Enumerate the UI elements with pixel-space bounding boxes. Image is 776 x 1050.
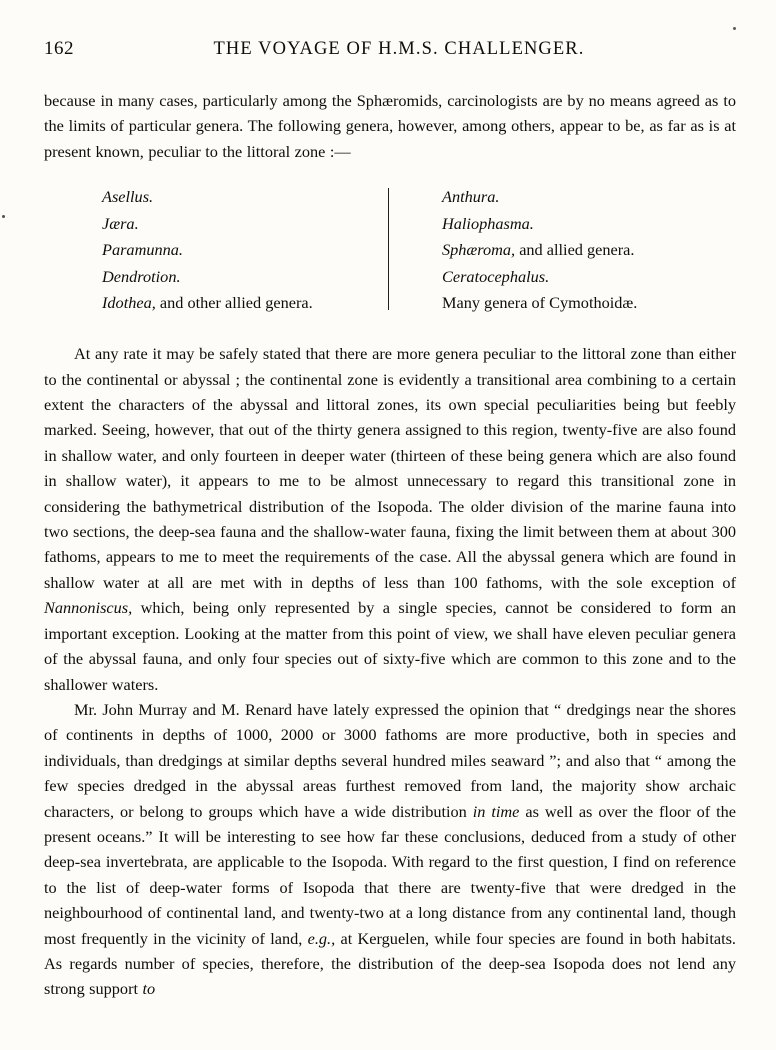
genus-name: Paramunna. [102,240,183,260]
list-item [102,184,382,211]
genus-name: Dendrotion. [102,266,181,286]
paragraph-text-part: which, being only represented by a single species, cannot be considered to form an important exception. Looking at the matter from this point of view, we shall have eleven peculiar genera of the abyssal fauna, and only four species out of sixty-five which are common to this zone and to the shallower waters. [44,598,736,694]
paragraph-opening: because in many cases, particularly among the Sphæromids, carcinologists are by no means agreed as to the limits of particular genera. The following genera, however, among others, appear to be, as far as is at present known, peculiar to the littoral zone :— [44,91,736,161]
paragraph-murray-renard [44,697,736,1002]
list-item [102,264,382,291]
page-number: 162 [44,38,74,59]
genus-qualifier: Many genera of Cymothoidæ. [442,293,638,313]
catchword: to [142,979,156,999]
genus-name: Sphæroma, [442,240,516,260]
genus-qualifier: and allied genera. [515,240,635,260]
genus-name: Jæra. [102,213,139,233]
paragraph-text-part: At any rate it may be safely stated that there are more genera peculiar to the littoral zone than either to the continental or abyssal ; the continental zone is evidently a transitional area combining to a certain extent the characters of the abyssal and littoral zones, its own special peculiarities being but feebly marked. Seeing, however, that out of the thirty genera assigned to this region, twenty-five are also found in shallow water, and only fourteen in deeper water (thirteen of these being genera which are also found in shallow water), it appears to me to be almost unnecessary to regard this transitional zone in considering the bathymetrical distribution of the Isopoda. The older division of the marine fauna into two sections, the deep-sea fauna and the shallow-water fauna, fixing the limit between them at about 300 fathoms, appears to me to meet the requirements of the case. All the abyssal genera which are found in shallow water at all are met with in depths of less than 100 fathoms, with the sole exception of [44,344,736,592]
running-head-title: THE VOYAGE OF H.M.S. CHALLENGER. [213,39,585,59]
paragraph-text-part: Mr. John Murray and M. Renard have lately expressed the opinion that “ dredgings near the shores of continents in depths of 1000, 2000 or 3000 fathoms are more productive, both in species and individuals, than dredgings at similar depths several hundred miles seaward ”; and also that “ among the few species dredged in the abyssal areas furthest removed from land, the majority show archaic characters, or belong to groups which have a wide distribution [44,699,736,821]
genus-name: Asellus. [102,187,154,207]
list-item [442,237,742,264]
genus-name: Haliophasma. [442,213,534,233]
genus-name-nannoniscus: Nannoniscus, [44,598,133,618]
ink-speck-left [2,215,5,218]
list-item [442,264,742,291]
list-item [102,290,382,317]
emphasis-in-time: in time [472,801,520,821]
list-item [442,184,742,211]
genus-list-left-column [102,184,382,317]
genus-qualifier: and other allied genera. [155,293,313,313]
abbreviation-eg: e.g., [307,928,336,948]
list-item [442,290,742,317]
page-header [44,38,736,72]
list-item [102,211,382,238]
page-content [44,38,736,1002]
column-divider-rule [388,188,389,310]
paragraph-littoral-zone [44,341,736,697]
genus-name: Idothea, [102,293,156,313]
paragraph-text-part: at Kerguelen, while four species are found in both habitats. As regards number of species, therefore, the distribution of the deep-sea Isopoda does not lend any strong support [44,928,736,999]
genus-list-block [44,184,736,319]
list-item [442,211,742,238]
ink-speck [733,27,736,30]
genus-name: Ceratocephalus. [442,266,550,286]
genus-list-right-column [442,184,742,317]
genus-name: Anthura. [442,187,500,207]
paragraph-text-part: as well as over the floor of the present oceans.” It will be interesting to see how far these conclusions, deduced from a study of other deep-sea invertebrata, are applicable to the Isopoda. With regard to the first question, I find on reference to the list of deep-water forms of Isopoda that there are twenty-five that were dredged in the neighbourhood of continental land, and twenty-two at a long distance from any continental land, though most frequently in the vicinity of land, [44,801,736,948]
list-item [102,237,382,264]
